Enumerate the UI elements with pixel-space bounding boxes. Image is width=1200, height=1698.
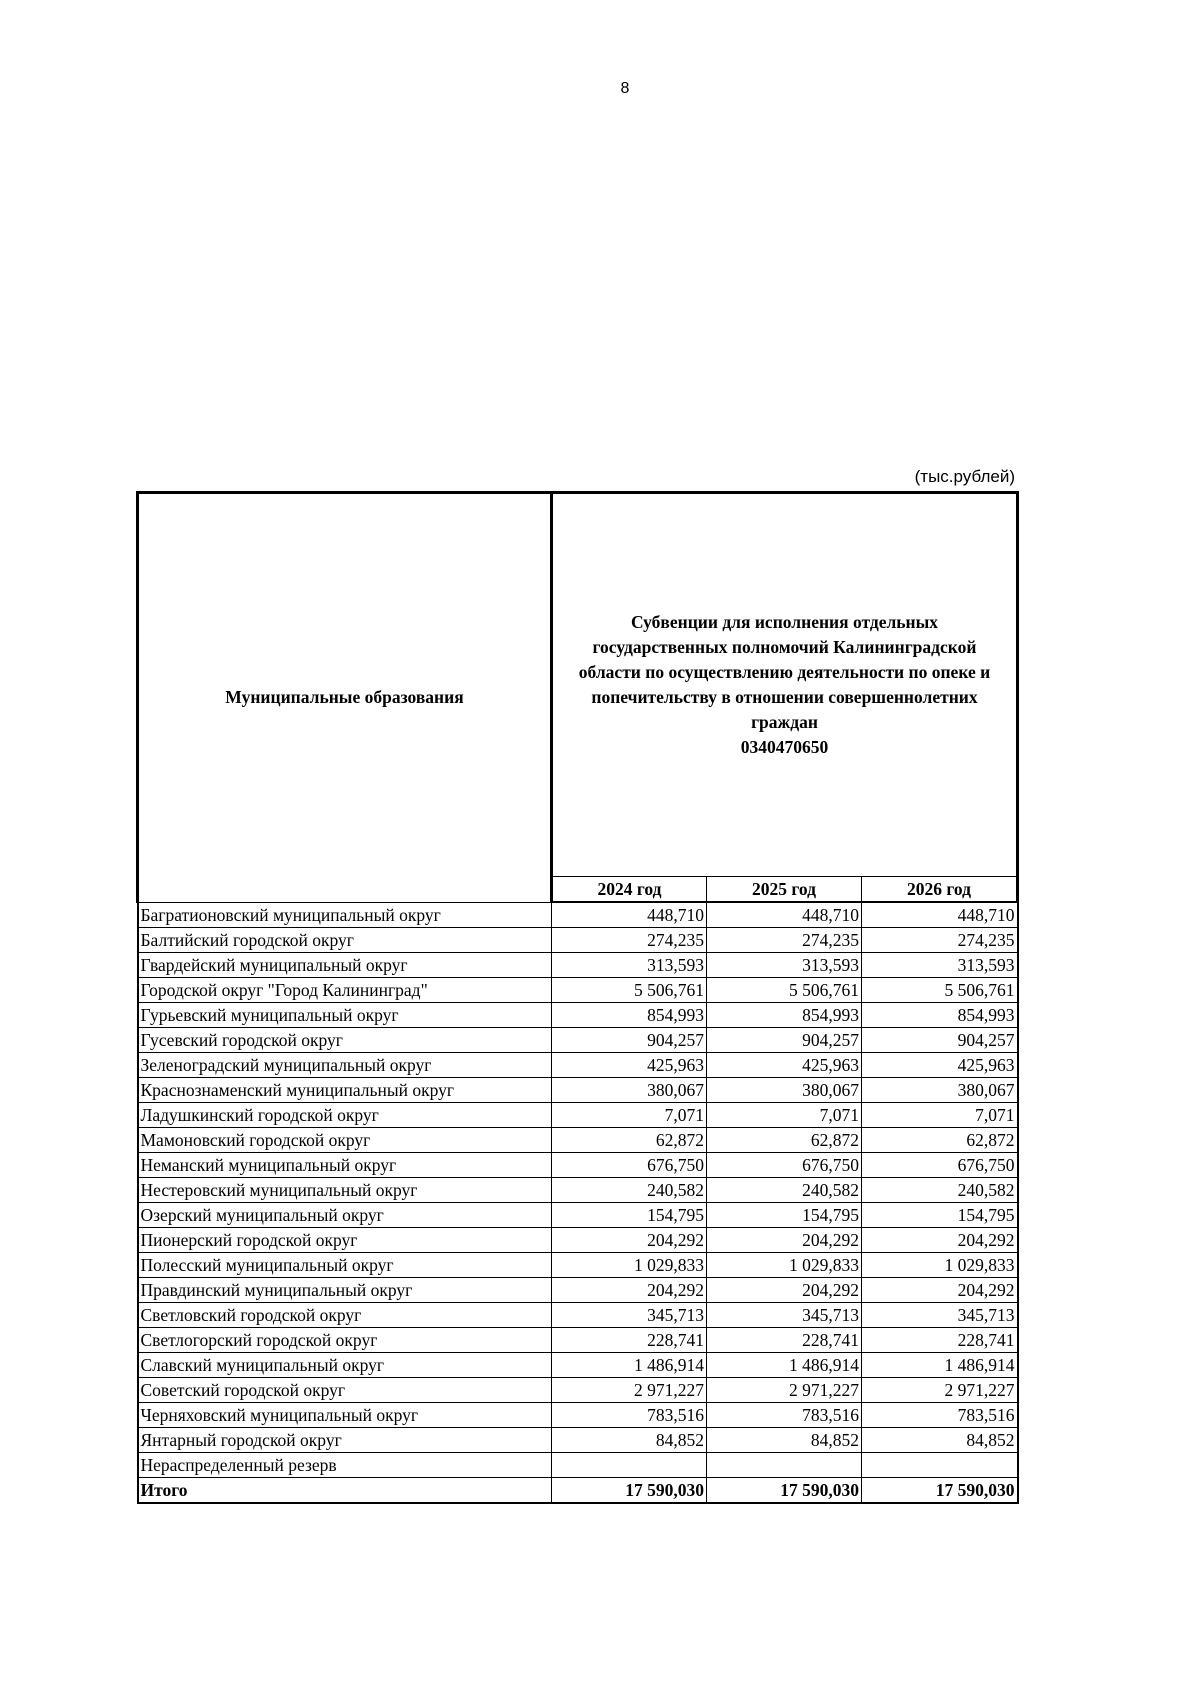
value-2024-cell: 2 971,227 <box>552 1378 707 1403</box>
value-2024-cell: 854,993 <box>552 1003 707 1028</box>
title-line: попечительству в отношении совершеннолетних <box>591 687 978 707</box>
value-2025-cell: 425,963 <box>707 1053 862 1078</box>
page-number: 8 <box>620 80 630 97</box>
value-2026-cell: 380,067 <box>862 1078 1018 1103</box>
value-2025-cell: 854,993 <box>707 1003 862 1028</box>
value-2025-cell: 5 506,761 <box>707 978 862 1003</box>
value-2025-cell: 313,593 <box>707 953 862 978</box>
title-line: государственных полномочий Калининградской <box>592 637 977 657</box>
table-row <box>138 902 1018 928</box>
title-line: Субвенции для исполнения отдельных <box>630 612 939 632</box>
municipality-name-cell: Ладушкинский городской округ <box>138 1103 552 1128</box>
value-2024-cell: 84,852 <box>552 1428 707 1453</box>
value-2026-cell: 1 029,833 <box>862 1253 1018 1278</box>
value-2024-cell: 274,235 <box>552 928 707 953</box>
table-row <box>138 928 1018 953</box>
value-2024-cell: 5 506,761 <box>552 978 707 1003</box>
value-2026-cell: 425,963 <box>862 1053 1018 1078</box>
value-2024-cell: 1 486,914 <box>552 1353 707 1378</box>
value-2024-cell: 240,582 <box>552 1178 707 1203</box>
value-2024-cell: 448,710 <box>552 902 707 928</box>
budget-code: 0340470650 <box>740 737 829 757</box>
municipality-name-cell: Полесский муниципальный округ <box>138 1253 552 1278</box>
table-row <box>138 1228 1018 1253</box>
value-2026-cell <box>862 1453 1018 1478</box>
table-row <box>138 1078 1018 1103</box>
municipality-name-cell: Неманский муниципальный округ <box>138 1153 552 1178</box>
value-2026-cell: 204,292 <box>862 1278 1018 1303</box>
table-row <box>138 1453 1018 1478</box>
value-2025-cell: 62,872 <box>707 1128 862 1153</box>
subvention-title-header <box>552 493 1018 877</box>
value-2026-cell: 228,741 <box>862 1328 1018 1353</box>
value-2026-cell: 154,795 <box>862 1203 1018 1228</box>
value-2025-cell: 904,257 <box>707 1028 862 1053</box>
municipality-name-cell: Славский муниципальный округ <box>138 1353 552 1378</box>
municipality-name-cell: Янтарный городской округ <box>138 1428 552 1453</box>
value-2025-cell: 274,235 <box>707 928 862 953</box>
municipality-name-cell: Гурьевский муниципальный округ <box>138 1003 552 1028</box>
value-2026-cell: 1 486,914 <box>862 1353 1018 1378</box>
table-row <box>138 1053 1018 1078</box>
table-row <box>138 953 1018 978</box>
municipality-name-cell: Зеленоградский муниципальный округ <box>138 1053 552 1078</box>
municipality-name-cell: Нестеровский муниципальный округ <box>138 1178 552 1203</box>
value-2026-cell: 448,710 <box>862 902 1018 928</box>
value-2025-cell: 2 971,227 <box>707 1378 862 1403</box>
value-2026-cell: 240,582 <box>862 1178 1018 1203</box>
value-2026-cell: 783,516 <box>862 1403 1018 1428</box>
value-2025-cell: 448,710 <box>707 902 862 928</box>
value-2025-cell: 345,713 <box>707 1303 862 1328</box>
municipal-header: Муниципальные образования <box>138 493 552 903</box>
value-2024-cell: 313,593 <box>552 953 707 978</box>
title-line: области по осуществлению деятельности по опеке и <box>578 662 991 682</box>
year-header-2025: 2025 год <box>707 877 862 903</box>
value-2024-cell: 62,872 <box>552 1128 707 1153</box>
value-2025-cell: 783,516 <box>707 1403 862 1428</box>
value-2025-cell: 1 029,833 <box>707 1253 862 1278</box>
table-row <box>138 1203 1018 1228</box>
value-2026-cell: 7,071 <box>862 1103 1018 1128</box>
value-2026-cell: 5 506,761 <box>862 978 1018 1003</box>
table-row <box>138 1403 1018 1428</box>
value-2024-cell: 345,713 <box>552 1303 707 1328</box>
table-row <box>138 1278 1018 1303</box>
table-row <box>138 1328 1018 1353</box>
value-2025-cell: 204,292 <box>707 1228 862 1253</box>
subvention-table <box>136 491 1019 1504</box>
title-line: граждан <box>751 712 818 732</box>
table-row <box>138 1428 1018 1453</box>
municipality-name-cell: Светлогорский городской округ <box>138 1328 552 1353</box>
units-label: (тыс.рублей) <box>914 467 1015 486</box>
value-2025-cell: 380,067 <box>707 1078 862 1103</box>
value-2025-cell: 17 590,030 <box>707 1478 862 1504</box>
table-row <box>138 1028 1018 1053</box>
value-2024-cell: 204,292 <box>552 1228 707 1253</box>
table-row <box>138 1378 1018 1403</box>
municipality-name-cell: Пионерский городской округ <box>138 1228 552 1253</box>
value-2026-cell: 17 590,030 <box>862 1478 1018 1504</box>
municipality-name-cell: Гвардейский муниципальный округ <box>138 953 552 978</box>
municipality-name-cell: Советский городской округ <box>138 1378 552 1403</box>
value-2024-cell: 380,067 <box>552 1078 707 1103</box>
value-2026-cell: 2 971,227 <box>862 1378 1018 1403</box>
municipality-name-cell: Краснознаменский муниципальный округ <box>138 1078 552 1103</box>
municipality-name-cell: Гусевский городской округ <box>138 1028 552 1053</box>
table-row <box>138 1253 1018 1278</box>
value-2024-cell: 154,795 <box>552 1203 707 1228</box>
value-2026-cell: 676,750 <box>862 1153 1018 1178</box>
table-row <box>138 978 1018 1003</box>
municipality-name-cell: Мамоновский городской округ <box>138 1128 552 1153</box>
value-2025-cell: 1 486,914 <box>707 1353 862 1378</box>
value-2026-cell: 204,292 <box>862 1228 1018 1253</box>
municipality-name-cell: Итого <box>138 1478 552 1504</box>
table-row <box>138 1178 1018 1203</box>
value-2025-cell: 7,071 <box>707 1103 862 1128</box>
value-2025-cell: 228,741 <box>707 1328 862 1353</box>
value-2024-cell: 204,292 <box>552 1278 707 1303</box>
value-2026-cell: 274,235 <box>862 928 1018 953</box>
value-2025-cell: 204,292 <box>707 1278 862 1303</box>
value-2024-cell: 904,257 <box>552 1028 707 1053</box>
value-2025-cell: 240,582 <box>707 1178 862 1203</box>
table-body <box>138 902 1018 1503</box>
municipality-name-cell: Черняховский муниципальный округ <box>138 1403 552 1428</box>
table-row <box>138 1153 1018 1178</box>
value-2024-cell: 425,963 <box>552 1053 707 1078</box>
year-header-2026: 2026 год <box>862 877 1018 903</box>
municipality-name-cell: Озерский муниципальный округ <box>138 1203 552 1228</box>
value-2025-cell: 154,795 <box>707 1203 862 1228</box>
municipality-name-cell: Светловский городской округ <box>138 1303 552 1328</box>
value-2026-cell: 345,713 <box>862 1303 1018 1328</box>
value-2024-cell: 783,516 <box>552 1403 707 1428</box>
value-2024-cell: 228,741 <box>552 1328 707 1353</box>
value-2026-cell: 904,257 <box>862 1028 1018 1053</box>
municipality-name-cell: Багратионовский муниципальный округ <box>138 902 552 928</box>
municipality-name-cell: Городской округ "Город Калининград" <box>138 978 552 1003</box>
value-2026-cell: 313,593 <box>862 953 1018 978</box>
value-2024-cell: 7,071 <box>552 1103 707 1128</box>
value-2025-cell <box>707 1453 862 1478</box>
value-2024-cell: 17 590,030 <box>552 1478 707 1504</box>
value-2026-cell: 854,993 <box>862 1003 1018 1028</box>
table-row <box>138 1003 1018 1028</box>
value-2026-cell: 62,872 <box>862 1128 1018 1153</box>
municipality-name-cell: Правдинский муниципальный округ <box>138 1278 552 1303</box>
value-2024-cell: 676,750 <box>552 1153 707 1178</box>
table-row <box>138 1303 1018 1328</box>
value-2024-cell: 1 029,833 <box>552 1253 707 1278</box>
value-2025-cell: 676,750 <box>707 1153 862 1178</box>
municipality-name-cell: Нераспределенный резерв <box>138 1453 552 1478</box>
table-row <box>138 1128 1018 1153</box>
table-row <box>138 1353 1018 1378</box>
value-2026-cell: 84,852 <box>862 1428 1018 1453</box>
table-row <box>138 1478 1018 1504</box>
table-row <box>138 1103 1018 1128</box>
year-header-2024: 2024 год <box>552 877 707 903</box>
value-2025-cell: 84,852 <box>707 1428 862 1453</box>
municipality-name-cell: Балтийский городской округ <box>138 928 552 953</box>
value-2024-cell <box>552 1453 707 1478</box>
